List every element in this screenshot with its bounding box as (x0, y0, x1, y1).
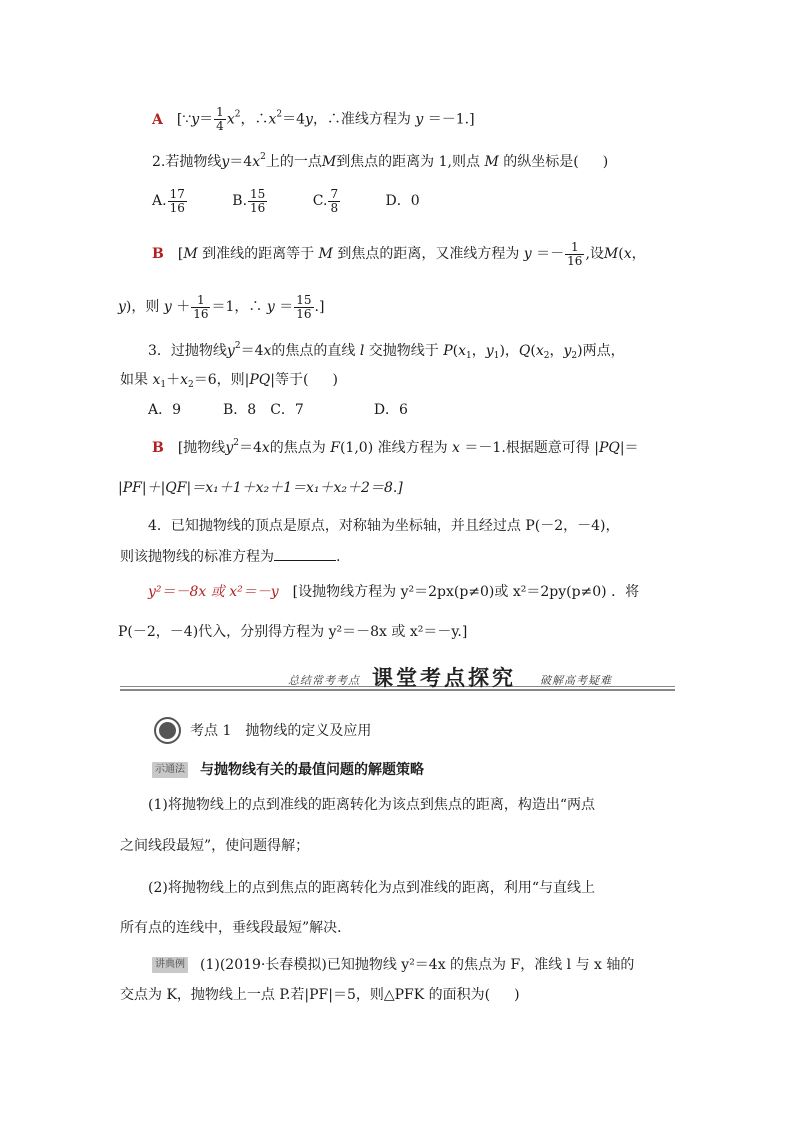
answer-letter: B (152, 440, 164, 456)
exponent: 2 (234, 109, 241, 120)
q2-text: 到焦点的距离为 1,则点 (336, 154, 480, 170)
q2-text: 的纵坐标是( (503, 154, 579, 170)
eq-sign: ＝ (199, 111, 214, 128)
q2-answer-line2: y)，则 y ＋ $\frac{1}{16}$ ＝1，∴ y ＝ $\frac{15}{16}$ .] (118, 292, 325, 321)
answer-red: y²＝－8x 或 x²＝－y (148, 584, 279, 600)
answer-text: [∵ (176, 111, 192, 128)
banner-left: 总结常考考点 (288, 674, 360, 687)
method-line (152, 760, 424, 780)
q2-text: 上的一点 (265, 154, 322, 170)
point1-line1: (1)将抛物线上的点到准线的距离转化为该点到焦点的距离，构造出“两点 (148, 797, 595, 813)
q4-answer-line2: P(－2，－4)代入，分别得方程为 y²＝－8x 或 x²＝－y.] (118, 624, 468, 640)
banner-title: 课堂考点探究 (372, 665, 516, 690)
q3-line2: 如果 $x_1+x_2=6$，则|PQ|等于( ) (120, 372, 338, 390)
q3-options: A．9 B．8 C．7 D．6 (148, 402, 408, 418)
frac-num: 1 (216, 105, 224, 119)
q2-text: ＝4 (229, 154, 253, 170)
option-b: B. $\frac{15}{16}$ (232, 186, 266, 215)
option-d: D．0 (385, 193, 420, 209)
example-line2: 交点为 K，抛物线上一点 P.若|PF|＝5，则△PFK 的面积为( ) (120, 987, 520, 1003)
point1-line2: 之间线段最短”，使问题得解； (120, 838, 310, 854)
answer-text: ，∴ (240, 111, 269, 128)
q4-line1: 4．已知抛物线的顶点是原点，对称轴为坐标轴，并且经过点 P(－2，－4)， (148, 518, 620, 534)
example-line1 (152, 955, 634, 975)
section-title: 考点 1 抛物线的定义及应用 (190, 723, 372, 739)
q3-line1: 3．过抛物线$y^2=4x$的焦点的直线 l 交抛物线于 $P(x_1$，$y_1$)，$Q(x_2$，$y_2$)两点， (148, 341, 625, 361)
banner-right: 破解高考疑难 (540, 674, 612, 687)
fraction (214, 106, 226, 133)
answer-text: ，∴准线方程为 (312, 111, 411, 128)
q2-text: 2.若抛物线 (152, 154, 222, 170)
frac-den: 4 (216, 119, 224, 133)
var-M: M (321, 154, 337, 170)
q4-answer-line1: y²＝－8x 或 x²＝－y [设抛物线方程为 y²＝2px(p≠0)或 x²＝2py(p≠0) ．将 (148, 584, 640, 600)
q2-options (152, 186, 420, 216)
q2-stem: 2.若抛物线$y=4x^2$上的一点M到焦点的距离为 1,则点 M 的纵坐标是( ) (152, 152, 609, 170)
answer-text: ＝4 (282, 111, 306, 128)
answer-letter: A (152, 111, 163, 128)
q2-text: ) (602, 154, 609, 170)
answer-blank (274, 546, 336, 561)
method-title: 与抛物线有关的最值问题的解题策略 (200, 762, 424, 778)
option-a: A. $\frac{17}{16}$ (152, 186, 185, 215)
q3-answer-line1: B [抛物线$y^2=4x$的焦点为 F(1,0) 准线方程为 x ＝－1.根据题意可得 |PQ|＝ (152, 438, 639, 456)
q1-answer-line: A [∵y＝ $\frac{1}{4}$ $x^2$，$\therefore x^2=4y$，∴准线方程为 y ＝－1.] (152, 105, 475, 133)
point2-line1: (2)将抛物线上的点到焦点的距离转化为点到准线的距离，利用“与直线上 (148, 880, 595, 896)
q3-answer-line2: |PF|＋|QF|＝x₁＋1＋x₂＋1＝x₁＋x₂＋2＝8.] (118, 480, 403, 496)
section-banner (120, 662, 675, 690)
example-tag: 讲典例 (152, 957, 188, 973)
var-x: x (226, 111, 235, 128)
point2-line2: 所有点的连线中，垂线段最短”解决． (120, 920, 352, 936)
answer-letter: B (152, 246, 164, 262)
section-bullet-icon (154, 717, 181, 744)
method-tag: 示通法 (152, 762, 188, 778)
option-c: C. $\frac{7}{8}$ (312, 186, 339, 215)
answer-text: ＝－1.] (427, 111, 475, 128)
q4-line2: 则该抛物线的标准方程为 . (120, 546, 340, 567)
example-text: (1)(2019·长春模拟)已知抛物线 y²＝4x 的焦点为 F，准线 l 与 x 轴的 (200, 957, 635, 973)
q2-answer-line1: B [M 到准线的距离等于 M 到焦点的距离，又准线方程为 y ＝－ $\frac{1}{16}$ ,设M(x， (152, 239, 646, 268)
var-y: y (191, 111, 200, 128)
